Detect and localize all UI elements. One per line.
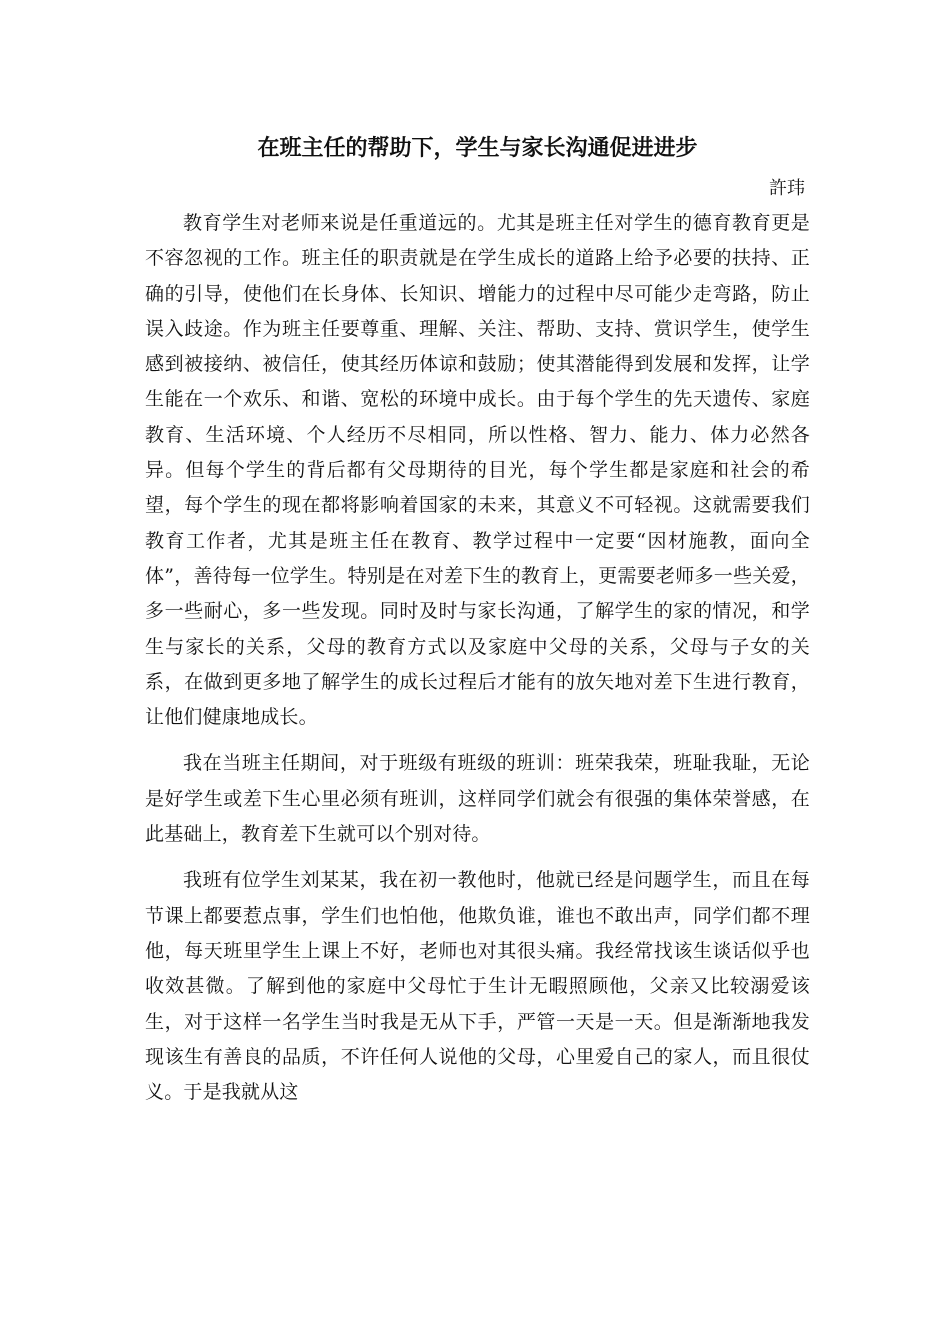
document-title: 在班主任的帮助下，学生与家长沟通促进进步 [257,135,698,161]
document-author: 許玮 [769,178,805,199]
document-body [145,206,810,1110]
paragraph-2: 我在当班主任期间，对于班级有班级的班训：班荣我荣，班耻我耻，无论是好学生或差下生心里必须有班训，这样同学们就会有很强的集体荣誉感，在此基础上，教育差下生就可以个别对待。 [145,752,810,846]
paragraph-3: 我班有位学生刘某某，我在初一教他时，他就已经是问题学生，而且在每节课上都要惹点事，学生们也怕他，他欺负谁，谁也不敢出声，同学们都不理他，每天班里学生上课上不好，老师也对其很头痛。我经常找该生谈话似乎也收效甚微。了解到他的家庭中父母忙于生计无暇照顾他，父亲又比较溺爱该生，对于这样一名学生当时我是无从下手，严管一天是一天。但是渐渐地我发现该生有善良的品质，不许任何人说他的父母，心里爱自己的家人，而且很仗义。于是我就从这 [145,869,810,1104]
paragraph-1: 教育学生对老师来说是任重道远的。尤其是班主任对学生的德育教育更是不容忽视的工作。班主任的职责就是在学生成长的道路上给予必要的扶持、正确的引导，使他们在长身体、长知识、增能力的过程中尽可能少走弯路，防止误入歧途。作为班主任要尊重、理解、关注、帮助、支持、赏识学生，使学生感到被接纳、被信任，使其经历体谅和鼓励；使其潜能得到发展和发挥，让学生能在一个欢乐、和谐、宽松的环境中成长。由于每个学生的先天遗传、家庭教育、生活环境、个人经历不尽相同，所以性格、智力、能力、体力必然各异。但每个学生的背后都有父母期待的目光，每个学生都是家庭和社会的希望，每个学生的现在都将影响着国家的未来，其意义不可轻视。这就需要我们教育工作者，尤其是班主任在教育、教学过程中一定要“因材施教，面向全体”，善待每一位学生。特别是在对差下生的教育上，更需要老师多一些关爱，多一些耐心，多一些发现。同时及时与家长沟通，了解学生的家的情况，和学生与家长的关系，父母的教育方式以及家庭中父母的关系，父母与子女的关系，在做到更多地了解学生的成长过程后才能有的放矢地对差下生进行教育，让他们健康地成长。 [145,212,810,729]
